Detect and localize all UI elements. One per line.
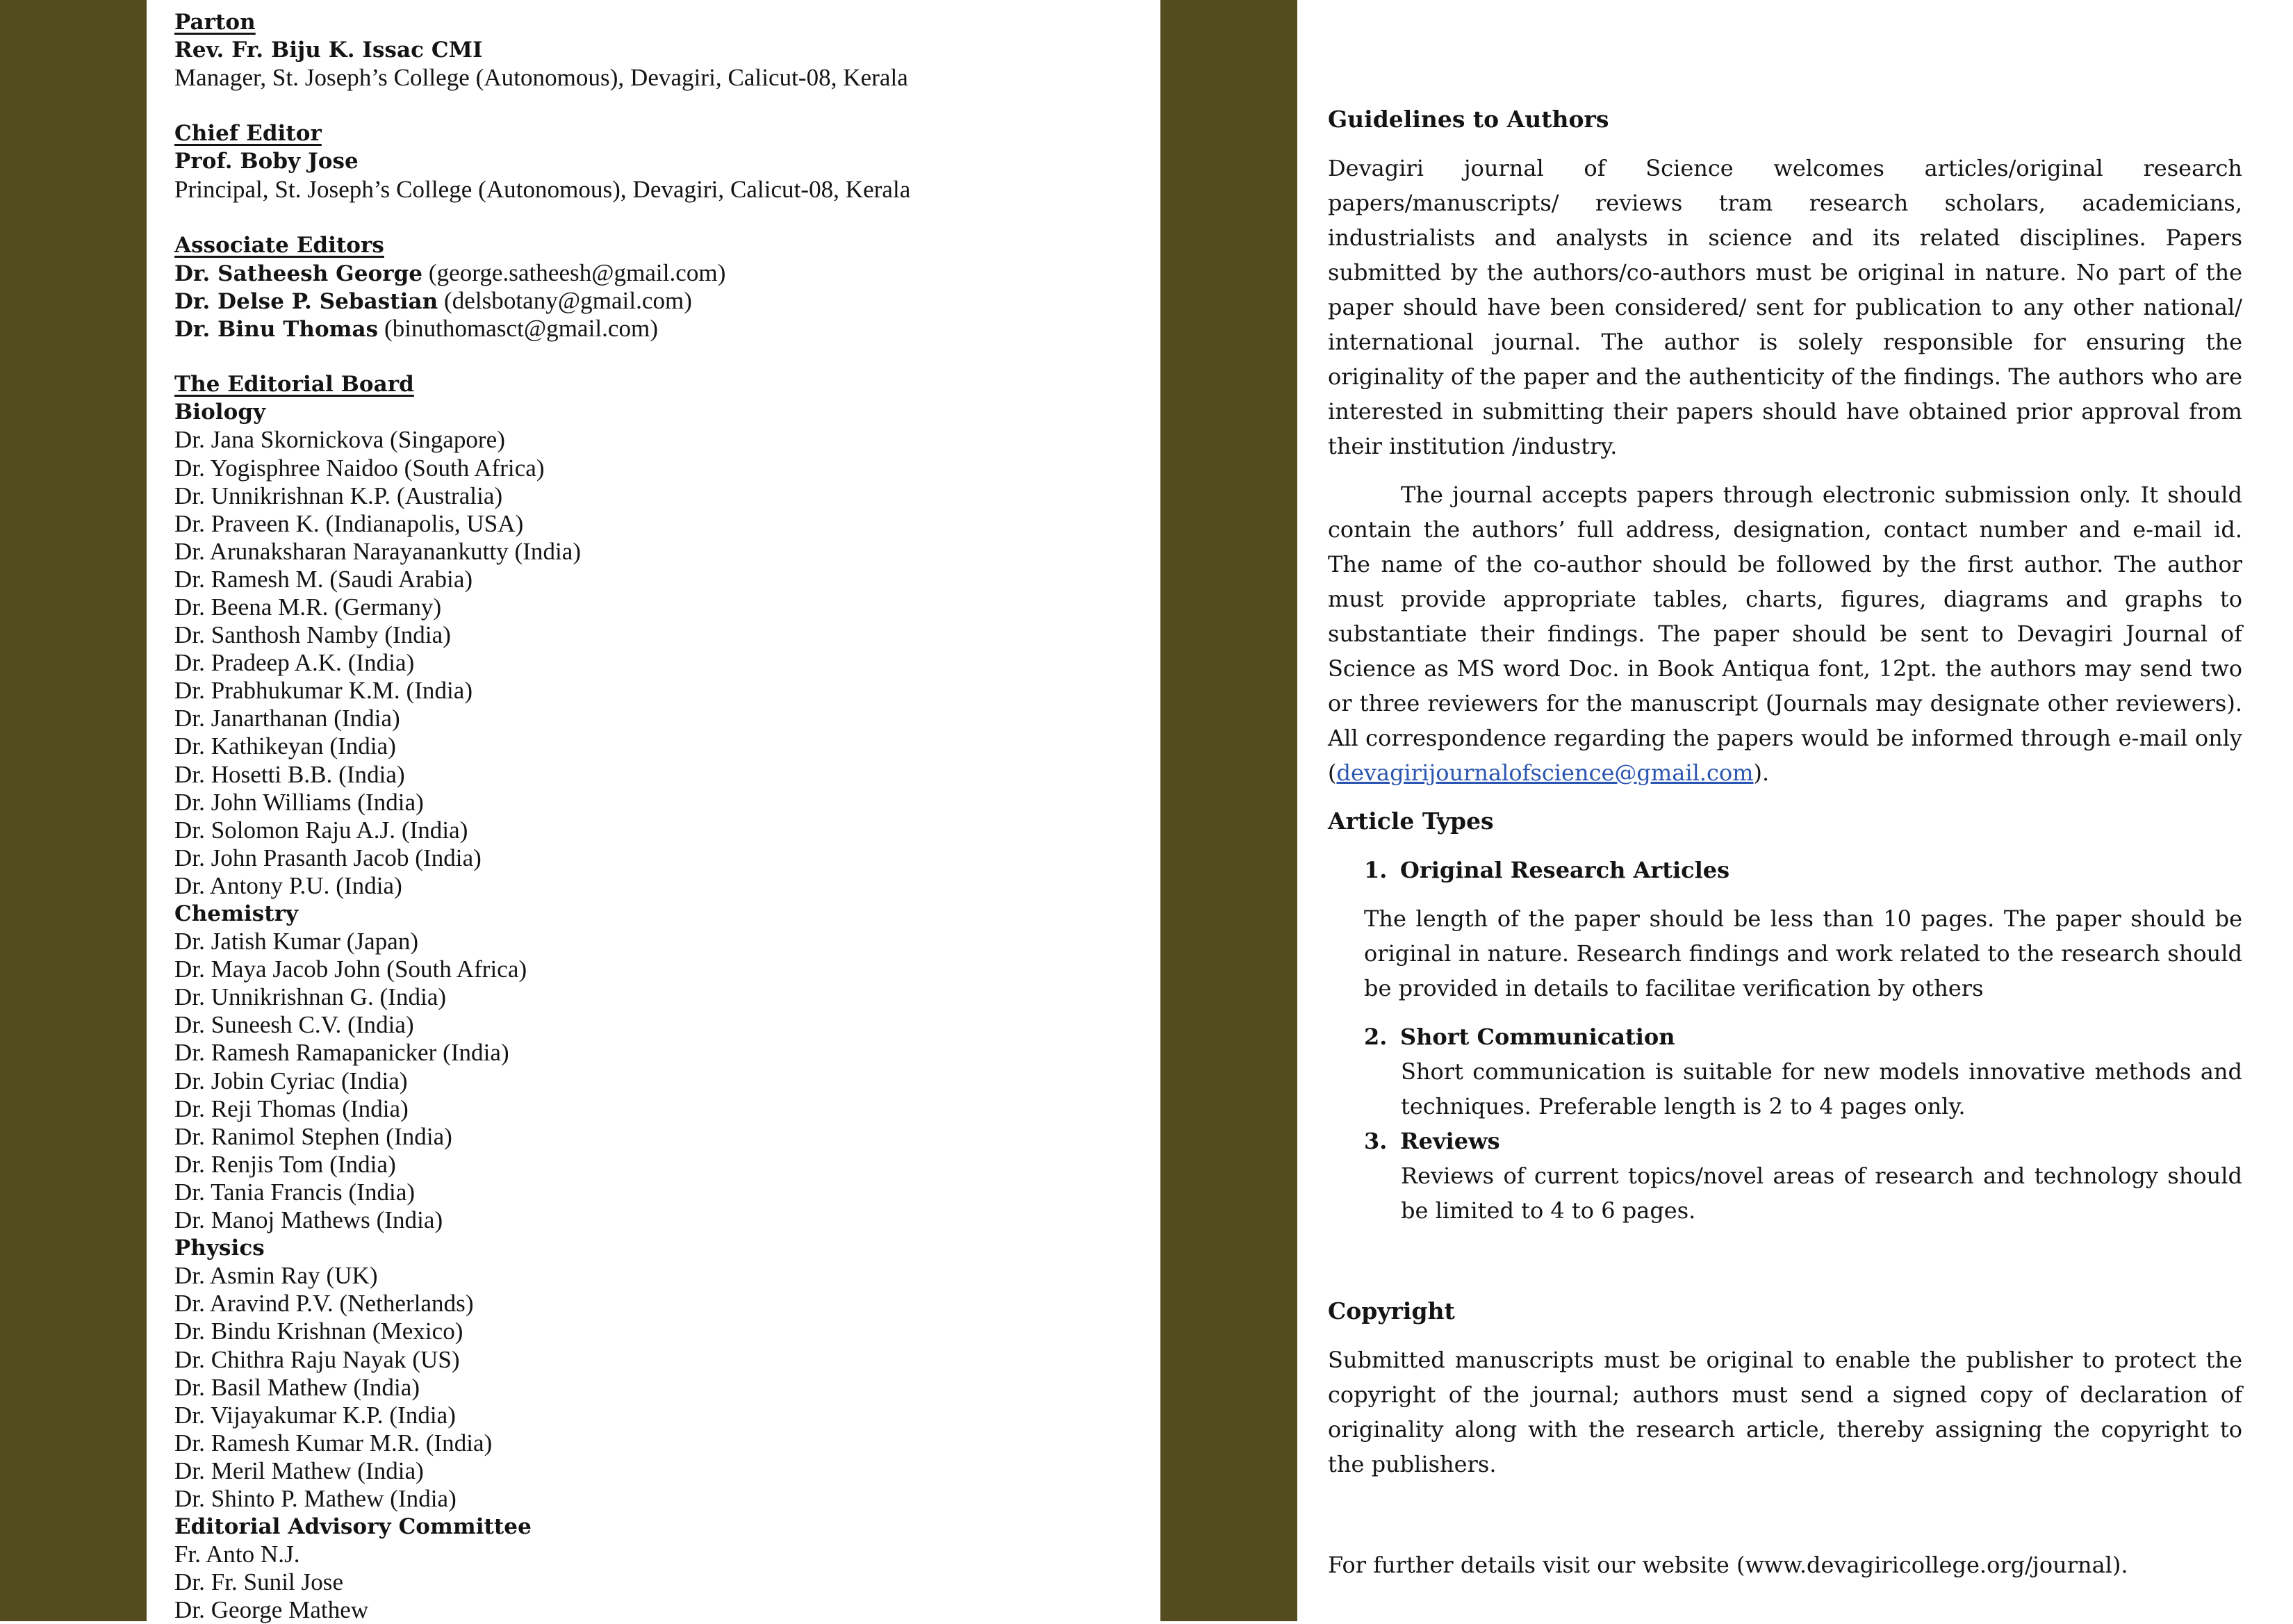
editorial-masthead-page (174, 8, 1140, 1624)
chief-editor-heading: Chief Editor (174, 121, 322, 147)
board-member: Dr. Meril Mathew (India) (174, 1457, 424, 1484)
board-member: Dr. Unnikrishnan G. (India) (174, 983, 447, 1011)
footer-website-note: For further details visit our website (www.devagiricollege.org/journal). (1328, 1552, 2128, 1578)
board-member: Dr. Bindu Krishnan (Mexico) (174, 1318, 463, 1345)
board-member: Dr. Aravind P.V. (Netherlands) (174, 1290, 474, 1318)
article-type-number: 3. (1364, 1128, 1388, 1154)
associate-editor-name: Dr. Delse P. Sebastian (174, 288, 438, 314)
article-type-number: 2. (1364, 1024, 1388, 1050)
board-member: Dr. Janarthanan (India) (174, 705, 400, 732)
advisory-committee-members (174, 1541, 1140, 1624)
copyright-body: Submitted manuscripts must be original to enable the publisher to protect the copyright of the journal; authors must send a signed copy of declaration of originality along with the research article, thereby assigning the copyright to the publishers. (1328, 1347, 2242, 1477)
board-member: Dr. George Mathew (174, 1596, 369, 1624)
associate-editor-email: (delsbotany@gmail.com) (438, 286, 693, 314)
board-member: Dr. Manoj Mathews (India) (174, 1206, 443, 1234)
center-gutter-band (1160, 0, 1297, 1621)
board-member: Dr. Solomon Raju A.J. (India) (174, 816, 468, 844)
guidelines-paragraph-2-text: The journal accepts papers through electronic submission only. It should contain the authors’ full address, designation, contact number and e-mail id. The name of the co-author should be followed by the first author. The author must provide appropriate tables, charts, figures, diagrams and graphs to substantiate their findings. The paper should be sent to Devagiri Journal of Science as MS word Doc. in Book Antiqua font, 12pt. the authors may send two or three reviewers for the manuscript (Journals may designate other reviewers). All correspondence regarding the papers would be informed through e-mail only ( (1328, 482, 2242, 786)
board-member: Dr. Basil Mathew (India) (174, 1373, 420, 1401)
board-member: Dr. Praveen K. (Indianapolis, USA) (174, 509, 524, 537)
chemistry-members (174, 928, 1140, 1234)
patron-name: Rev. Fr. Biju K. Issac CMI (174, 38, 483, 63)
guidelines-title: Guidelines to Authors (1328, 106, 1609, 133)
board-member: Dr. Ramesh Ramapanicker (India) (174, 1039, 509, 1067)
board-member: Dr. Ramesh Kumar M.R. (India) (174, 1429, 493, 1457)
associate-editor-entry (174, 315, 1140, 343)
associate-editor-name: Dr. Binu Thomas (174, 317, 379, 343)
board-member: Dr. Jana Skornickova (Singapore) (174, 426, 505, 454)
board-member: Dr. Ramesh M. (Saudi Arabia) (174, 565, 473, 593)
board-member: Dr. Beena M.R. (Germany) (174, 593, 442, 621)
physics-members (174, 1262, 1140, 1513)
associate-editor-email: (binuthomasct@gmail.com) (378, 315, 659, 343)
board-member: Dr. Prabhukumar K.M. (India) (174, 677, 473, 705)
board-member: Dr. John Prasanth Jacob (India) (174, 844, 482, 871)
board-member: Dr. Hosetti B.B. (India) (174, 760, 405, 788)
board-member: Dr. Vijayakumar K.P. (India) (174, 1401, 456, 1429)
board-member: Dr. Shinto P. Mathew (India) (174, 1484, 457, 1512)
board-member: Dr. Maya Jacob John (South Africa) (174, 955, 527, 983)
editorial-board-heading: The Editorial Board (174, 372, 414, 397)
article-type-body: The length of the paper should be less than 10 pages. The paper should be original in nature. Research findings and work related to the research should be provided in details to facilitae verification by others (1364, 905, 2242, 1001)
board-member: Dr. Kathikeyan (India) (174, 732, 396, 760)
left-margin-band (0, 0, 147, 1621)
chief-editor-position: Principal, St. Joseph’s College (Autonomous), Devagiri, Calicut-08, Kerala (174, 175, 911, 203)
article-type-item (1364, 1124, 2242, 1158)
guidelines-paragraph-1: Devagiri journal of Science welcomes articles/original research papers/manuscripts/ reviews tram research scholars, academicians, industrialists and analysts in science and its related disciplines. Papers submitted by the authors/co-authors must be original in nature. No part of the paper should have been considered/ sent for publication to any other national/ international journal. The author is solely responsible for ensuring the originality of the paper and the authenticity of the findings. The authors who are interested in submitting their papers should have obtained prior approval from their institution /industry. (1328, 155, 2242, 459)
biology-heading: Biology (174, 400, 266, 425)
article-type-number: 1. (1364, 857, 1388, 883)
patron-position: Manager, St. Joseph’s College (Autonomous), Devagiri, Calicut-08, Kerala (174, 64, 908, 92)
chief-editor-section (174, 120, 1140, 203)
board-member: Dr. Ranimol Stephen (India) (174, 1122, 452, 1150)
advisory-committee-heading: Editorial Advisory Committee (174, 1514, 532, 1540)
board-member: Dr. Fr. Sunil Jose (174, 1568, 344, 1596)
board-member: Dr. Jobin Cyriac (India) (174, 1067, 408, 1094)
board-member: Dr. Reji Thomas (India) (174, 1094, 409, 1122)
board-member: Dr. Arunaksharan Narayanankutty (India) (174, 537, 582, 565)
board-member: Dr. Tania Francis (India) (174, 1178, 416, 1206)
board-member: Dr. John Williams (India) (174, 788, 424, 816)
board-member: Dr. Antony P.U. (India) (174, 871, 402, 899)
article-type-title: Reviews (1400, 1128, 1500, 1154)
associate-editors-heading: Associate Editors (174, 232, 384, 258)
guidelines-paragraph-2-end: ). (1753, 760, 1770, 786)
article-type-title: Short Communication (1400, 1024, 1675, 1050)
article-type-body: Short communication is suitable for new models innovative methods and techniques. Preferable length is 2 to 4 pages only. (1401, 1058, 2242, 1119)
board-member: Dr. Unnikrishnan K.P. (Australia) (174, 482, 503, 509)
chief-editor-name: Prof. Boby Jose (174, 149, 359, 174)
associate-editor-entry (174, 259, 1140, 287)
associate-editors-section (174, 231, 1140, 343)
guidelines-paragraph-2 (1328, 477, 2242, 790)
article-type-title: Original Research Articles (1400, 857, 1730, 883)
chemistry-heading: Chemistry (174, 901, 299, 926)
board-member: Dr. Santhosh Namby (India) (174, 621, 451, 649)
board-member: Dr. Jatish Kumar (Japan) (174, 928, 419, 955)
patron-section (174, 8, 1140, 92)
copyright-title: Copyright (1328, 1297, 1455, 1324)
board-member: Dr. Suneesh C.V. (India) (174, 1011, 414, 1039)
patron-heading: Parton (174, 10, 256, 35)
journal-email-link[interactable]: devagirijournalofscience@gmail.com (1336, 760, 1754, 786)
board-member: Dr. Chithra Raju Nayak (US) (174, 1345, 460, 1373)
associate-editor-entry (174, 287, 1140, 315)
board-member: Dr. Yogisphree Naidoo (South Africa) (174, 454, 545, 482)
article-type-item (1364, 1019, 2242, 1054)
editorial-board-section (174, 370, 1140, 1624)
article-type-body: Reviews of current topics/novel areas of research and technology should be limited to 4 to 6 pages. (1401, 1163, 2242, 1224)
associate-editor-name: Dr. Satheesh George (174, 261, 423, 286)
article-types-title: Article Types (1328, 807, 1494, 835)
board-member: Dr. Renjis Tom (India) (174, 1150, 396, 1178)
author-guidelines-page (1328, 102, 2242, 1582)
biology-members (174, 426, 1140, 900)
article-type-item (1364, 853, 2242, 887)
board-member: Fr. Anto N.J. (174, 1541, 300, 1568)
board-member: Dr. Pradeep A.K. (India) (174, 649, 415, 677)
board-member: Dr. Asmin Ray (UK) (174, 1262, 378, 1290)
physics-heading: Physics (174, 1236, 265, 1261)
associate-editor-email: (george.satheesh@gmail.com) (422, 259, 726, 286)
